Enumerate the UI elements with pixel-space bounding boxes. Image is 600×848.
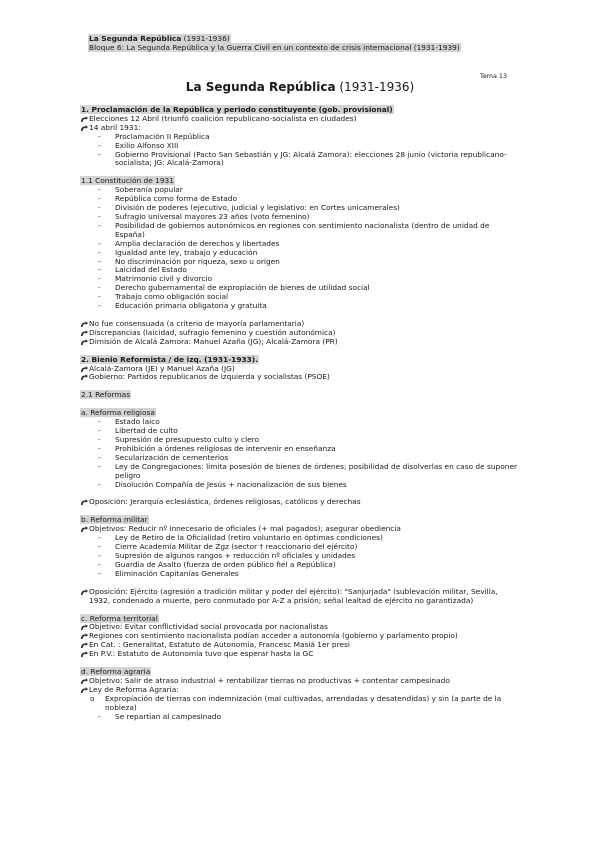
arrow-bullet-icon [80, 677, 89, 685]
arrow-bullet-icon [80, 365, 89, 373]
arrow-bullet-icon [80, 115, 89, 123]
list [80, 713, 520, 722]
arrow-bullet-icon [80, 525, 89, 533]
list-item: - Cierre Academia Militar de Zgz (sector † reaccionario del ejército) [98, 542, 358, 552]
arrow-item: Objetivo: Salir de atraso industrial + rentabilizar tierras no productivas + contentar campesinado [80, 677, 520, 686]
list-item: - Amplia declaración de derechos y libertades [98, 238, 280, 248]
list-item: - Eliminación Capitanías Generales [98, 568, 239, 578]
reforma-agraria-heading: d. Reforma agraria [81, 667, 151, 677]
arrow-item: Objetivo: Evitar conflictividad social provocada por nacionalistas [80, 623, 520, 632]
list-item: - Gobierno Provisional (Pacto San Sebastián y JG: Alcalá Zamora): elecciones 28 junio (victoria republicano-socialista; JG: Alcalá-Zamora) [98, 149, 507, 168]
list-item: - República como forma de Estado [98, 194, 237, 204]
list [80, 133, 520, 169]
arrow-bullet-icon [80, 373, 89, 381]
section-1-1-heading: 1.1 Constitución de 1931 [81, 176, 174, 186]
list-item: - Exilio Alfonso XIII [98, 140, 179, 150]
arrow-bullet-icon [80, 498, 89, 506]
arrow-item: No fue consensuada (a criterio de mayoría parlamentaria) [80, 320, 520, 329]
arrow-bullet-icon [80, 320, 89, 328]
list-item: - Supresión de presupuesto culto y clero [98, 435, 260, 444]
arrow-item: En P.V.: Estatuto de Autonomía tuvo que esperar hasta la GC [80, 650, 520, 659]
arrow-bullet-icon [80, 632, 89, 640]
list-item: - Guardia de Asalto (fuerza de orden público fiel a República) [98, 559, 336, 569]
list-item: - Ley de Congregaciones: limita posesión de bienes de órdenes; posibilidad de disolverlas en caso de suponer peligro [98, 461, 518, 480]
section-1-heading: 1. Proclamación de la República y periodo constituyente (gob. provisional) [81, 105, 393, 114]
header-bloque: Bloque 6: La Segunda República y la Guerra Civil en un contexto de crisis internacional (1931-1939) [89, 43, 460, 53]
list-item: - Supresión de algunos rangos + reducción nº oficiales y unidades [98, 550, 356, 560]
arrow-item: Gobierno: Partidos republicanos de izquierda y socialistas (PSOE) [80, 373, 520, 382]
list-item: - Igualdad ante ley, trabajo y educación [98, 247, 258, 257]
arrow-bullet-icon [80, 641, 89, 649]
arrow-item: Discrepancias (laicidad, sufragio femenino y cuestión autonómica) [80, 329, 520, 338]
list-item: - Ley de Retiro de la Oficialidad (retiro voluntario en óptimas condiciones) [98, 533, 383, 543]
section-2-1-heading: 2.1 Reformas [81, 390, 131, 400]
list-item: - Matrimonio civil y divorcio [98, 274, 213, 284]
list-item: - Disolución Compañía de Jesús + nacionalización de sus bienes [98, 479, 347, 489]
list [80, 186, 520, 311]
reforma-territorial-heading: c. Reforma territorial [81, 613, 158, 623]
arrow-bullet-icon [80, 650, 89, 658]
list-item: o Expropiación de tierras con indemnización (mal cultivadas, arrendadas y desatendidas) y sin (a parte de la nobleza) [90, 693, 502, 712]
list-item: - Educación primaria obligatoria y gratuita [98, 301, 267, 311]
running-header [88, 34, 528, 52]
list-item: - Se repartían al campesinado [98, 711, 222, 721]
arrow-item: Oposición: Ejército (agresión a tradición militar y poder del ejército): "Sanjurjada" (sublevación militar, Sevilla, 1932, condenado a muerte, pero conmutado por A-Z a prisión; señal lealtad de ejército no garantizada) [80, 588, 520, 606]
arrow-item: Oposición: Jerarquía eclesiástica, órdenes religiosas, católicos y derechas [80, 498, 520, 507]
list-item: - Prohibición a órdenes religiosas de intervenir en enseñanza [98, 443, 336, 453]
reforma-militar-heading: b. Reforma militar [81, 515, 148, 525]
arrow-bullet-icon [80, 329, 89, 337]
arrow-bullet-icon [80, 124, 89, 132]
arrow-bullet-icon [80, 623, 89, 631]
arrow-item: Ley de Reforma Agraria: [80, 686, 520, 695]
arrow-bullet-icon [80, 686, 89, 694]
arrow-item: Alcalá-Zamora (JE) y Manuel Azaña (JG) [80, 365, 520, 374]
list-item: - Soberanía popular [98, 185, 183, 195]
list-item: - Estado laico [98, 417, 160, 427]
list-item: - División de poderes (ejecutivo, judicial y legislativo: en Cortes unicamerales) [98, 203, 400, 213]
list [80, 418, 520, 489]
section-2-heading: 2. Bienio Reformista / de izq. (1931-1933). [81, 354, 258, 364]
arrow-item: Dimisión de Alcalá Zamora: Manuel Azaña (JG); Alcalá-Zamora (PR) [80, 338, 520, 347]
list-item: - Posibilidad de gobiernos autonómicos en regiones con sentimiento nacionalista (dentro de unidad de España) [98, 220, 490, 239]
arrow-bullet-icon [80, 338, 89, 346]
list [80, 534, 520, 579]
document-body [80, 106, 520, 721]
reforma-religiosa-heading: a. Reforma religiosa [81, 408, 155, 418]
page-title: La Segunda República (1931-1936) [185, 80, 415, 94]
list-item: - Proclamación II República [98, 131, 210, 141]
list-item: - Trabajo como obligación social [98, 292, 229, 302]
arrow-item: Objetivos: Reducir nº innecesario de oficiales (+ mal pagados); asegurar obediencia [80, 525, 520, 534]
list-item: - Derecho gubernamental de expropiación de bienes de utilidad social [98, 283, 370, 293]
arrow-bullet-icon [80, 588, 89, 596]
arrow-item: Elecciones 12 Abril (triunfó coalición republicano-socialista en ciudades) [80, 115, 520, 124]
list-item: - No discriminación por riqueza, sexo u origen [98, 256, 280, 266]
arrow-item: En Cat. : Generalitat, Estatuto de Autonomía, Francesc Masiá 1er presi [80, 641, 520, 650]
arrow-item: Regiones con sentimiento nacionalista podían acceder a autonomía (gobierno y parlamento propio) [80, 632, 520, 641]
arrow-item: 14 abril 1931: [80, 124, 520, 133]
tema-label: Tema 13 [480, 72, 508, 80]
list [80, 695, 520, 713]
header-title: La Segunda República (1931-1936) [89, 34, 230, 43]
list-item: - Libertad de culto [98, 426, 178, 436]
list-item: - Sufragio universal mayores 23 años (voto femenino) [98, 211, 310, 221]
list-item: - Secularización de cementerios [98, 452, 229, 462]
list-item: - Laicidad del Estado [98, 265, 187, 275]
